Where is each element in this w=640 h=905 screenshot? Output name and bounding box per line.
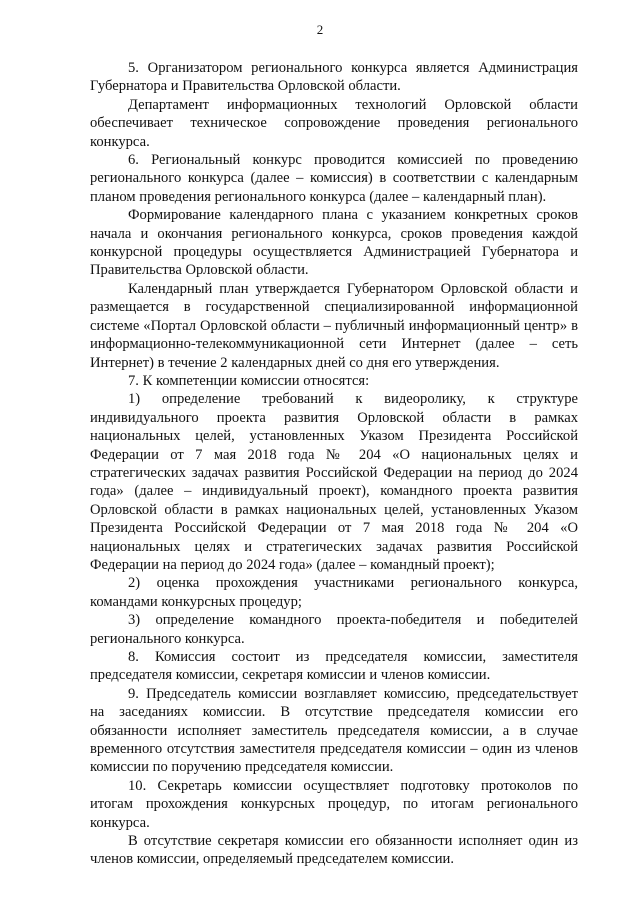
paragraph-secretary-absence: В отсутствие секретаря комиссии его обязанности исполняет один из членов комиссии, определяемый председателем комиссии. <box>90 833 578 868</box>
paragraph-calendar-plan-approval: Календарный план утверждается Губернатором Орловской области и размещается в государственной специализированной информационной системе «Портал Орловской области – публичный информационный центр» в информационно-телекоммуникационной сети Интернет (далее – сеть Интернет) в течение 2 календарных дней со дня его утверждения. <box>90 280 578 371</box>
paragraph-8: 8. Комиссия состоит из председателя комиссии, заместителя председателя комиссии, секретаря комиссии и членов комиссии. <box>90 649 578 684</box>
paragraph-7: 7. К компетенции комиссии относятся: <box>128 372 370 389</box>
paragraph-calendar-plan-formation: Формирование календарного плана с указанием конкретных сроков начала и окончания регионального конкурса, сроков проведения каждой конкурсной процедуры осуществляется Администрацией Губернатора и Правительства Орловской области. <box>90 207 578 279</box>
page-number: 2 <box>316 22 324 37</box>
paragraph-it-department: Департамент информационных технологий Орловской области обеспечивает техническое сопровождение проведения регионального конкурса. <box>90 96 578 150</box>
list-item-7-3: 3) определение командного проекта-победителя и победителей регионального конкурса. <box>90 612 578 647</box>
paragraph-6: 6. Региональный конкурс проводится комиссией по проведению регионального конкурса (далее – комиссия) в соответствии с календарным планом проведения регионального конкурса (далее – календарный план). <box>90 152 578 205</box>
document-body <box>90 59 578 869</box>
paragraph-5: 5. Организатором регионального конкурса является Администрация Губернатора и Правительства Орловской области. <box>90 60 578 95</box>
list-item-7-2: 2) оценка прохождения участниками регионального конкурса, командами конкурсных процедур; <box>90 575 578 610</box>
paragraph-10: 10. Секретарь комиссии осуществляет подготовку протоколов по итогам прохождения конкурсных процедур, по итогам регионального конкурса. <box>90 777 578 831</box>
paragraph-9: 9. Председатель комиссии возглавляет комиссию, председательствует на заседаниях комиссии. В отсутствие председателя комиссии его обязанности исполняет заместитель председателя комиссии, а в случае временного отсутствия заместителя председателя комиссии – один из членов комиссии по поручению председателя комиссии. <box>90 685 578 776</box>
list-item-7-1: 1) определение требований к видеоролику, к структуре индивидуального проекта развития Орловской области в рамках национальных целей, установленных Указом Президента Российской Федерации от 7 мая 2018 года № 204 «О национальных целях и стратегических задачах развития Российской Федерации на период до 2024 года» (далее – индивидуальный проект), командного проекта развития Орловской области в рамках национальных целей, установленных Указом Президента Российской Федерации от 7 мая 2018 года № 204 «О национальных целях и стратегических задачах развития Российской Федерации на период до 2024 года» (далее – командный проект); <box>90 391 578 573</box>
